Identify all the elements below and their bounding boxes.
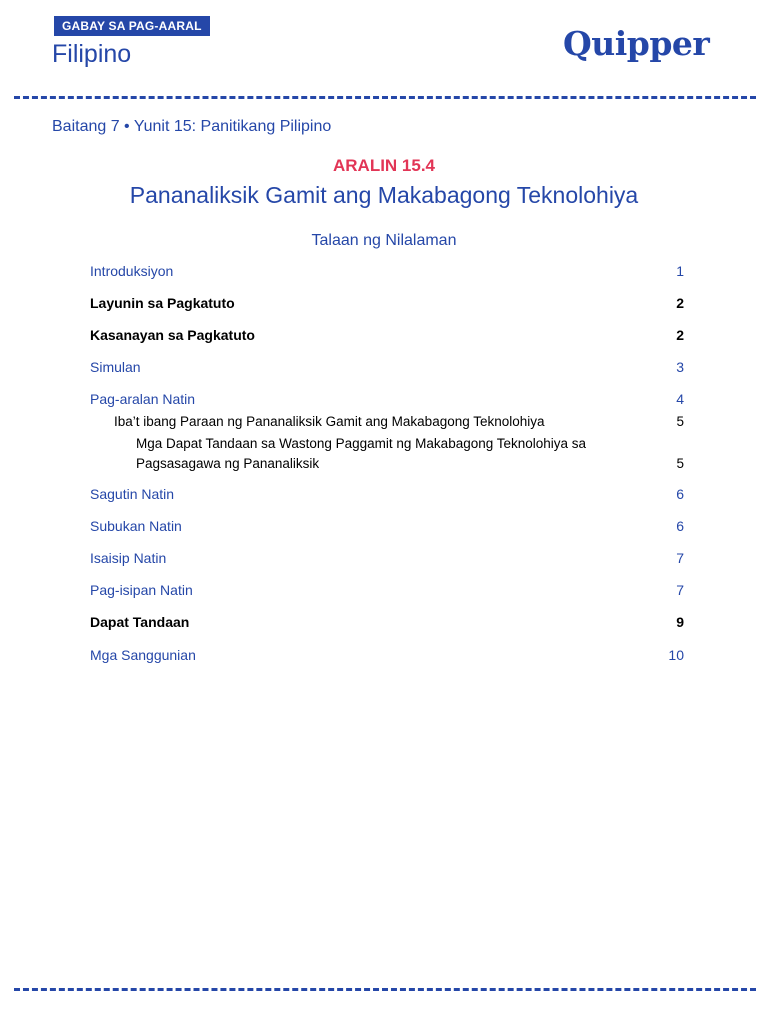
toc-item-page: 6 (676, 518, 684, 534)
toc-item-page: 9 (676, 614, 684, 630)
toc-item-label: Pag-isipan Natin (90, 582, 193, 598)
toc-item-label: Layunin sa Pagkatuto (90, 295, 235, 311)
toc-item-label: Dapat Tandaan (90, 614, 190, 630)
toc-item-page: 4 (676, 391, 684, 407)
toc-item-page: 7 (676, 582, 684, 598)
toc-item-pag-aralan-natin[interactable] (90, 389, 684, 409)
toc-item-pag-isipan-natin[interactable] (90, 580, 684, 600)
toc-item-page: 1 (676, 263, 684, 279)
toc-item-label: Pag-aralan Natin (90, 391, 196, 407)
toc-item-mga-sanggunian[interactable] (90, 645, 684, 665)
bottom-divider (14, 988, 756, 991)
toc-item-label (90, 434, 586, 474)
toc-item-isaisip-natin[interactable] (90, 548, 684, 568)
toc-item-label-line1: Mga Dapat Tandaan sa Wastong Paggamit ng Makabagong Teknolohiya sa (136, 436, 587, 451)
toc-item-page: 3 (676, 359, 684, 375)
toc-subitem-dapat-tandaan (90, 434, 684, 474)
toc-item-label: Kasanayan sa Pagkatuto (90, 327, 255, 343)
quipper-logo: Quipper (563, 24, 710, 63)
toc-item-label: Subukan Natin (90, 518, 182, 534)
subject-title: Filipino (52, 40, 132, 68)
toc-item-label: Mga Sanggunian (90, 647, 196, 663)
guide-badge: GABAY SA PAG-AARAL (54, 16, 210, 36)
toc-item-simulan[interactable] (90, 357, 684, 377)
toc-item-page: 5 (676, 456, 684, 471)
lesson-title: Pananaliksik Gamit ang Makabagong Teknolohiya (129, 182, 639, 208)
toc-item-dapat-tandaan (90, 612, 684, 632)
toc-heading: Talaan ng Nilalaman (311, 232, 457, 249)
toc-item-layunin (90, 293, 684, 313)
breadcrumb: Baitang 7 • Yunit 15: Panitikang Pilipino (52, 118, 332, 135)
toc-item-page: 2 (676, 327, 684, 343)
toc-item-subukan-natin[interactable] (90, 516, 684, 536)
toc-item-label: Simulan (90, 359, 141, 375)
toc-subitem-paraan (90, 412, 684, 432)
toc-item-sagutin-natin[interactable] (90, 484, 684, 504)
toc-item-label: Introduksiyon (90, 263, 174, 279)
toc-item-page: 7 (676, 550, 684, 566)
toc-item-label: Iba’t ibang Paraan ng Pananaliksik Gamit ang Makabagong Teknolohiya (114, 414, 545, 429)
toc-item-label: Sagutin Natin (90, 486, 175, 502)
toc-item-introduksiyon[interactable] (90, 261, 684, 281)
top-divider (14, 96, 756, 99)
toc-item-kasanayan (90, 325, 684, 345)
toc-item-page: 6 (676, 486, 684, 502)
lesson-number: ARALIN 15.4 (332, 156, 436, 175)
toc-item-page: 2 (676, 295, 684, 311)
toc-item-page: 10 (668, 647, 684, 663)
toc-item-page: 5 (676, 414, 684, 429)
toc-item-label: Isaisip Natin (90, 550, 167, 566)
toc-item-label-line2: Pagsasagawa ng Pananaliksik (136, 456, 320, 471)
